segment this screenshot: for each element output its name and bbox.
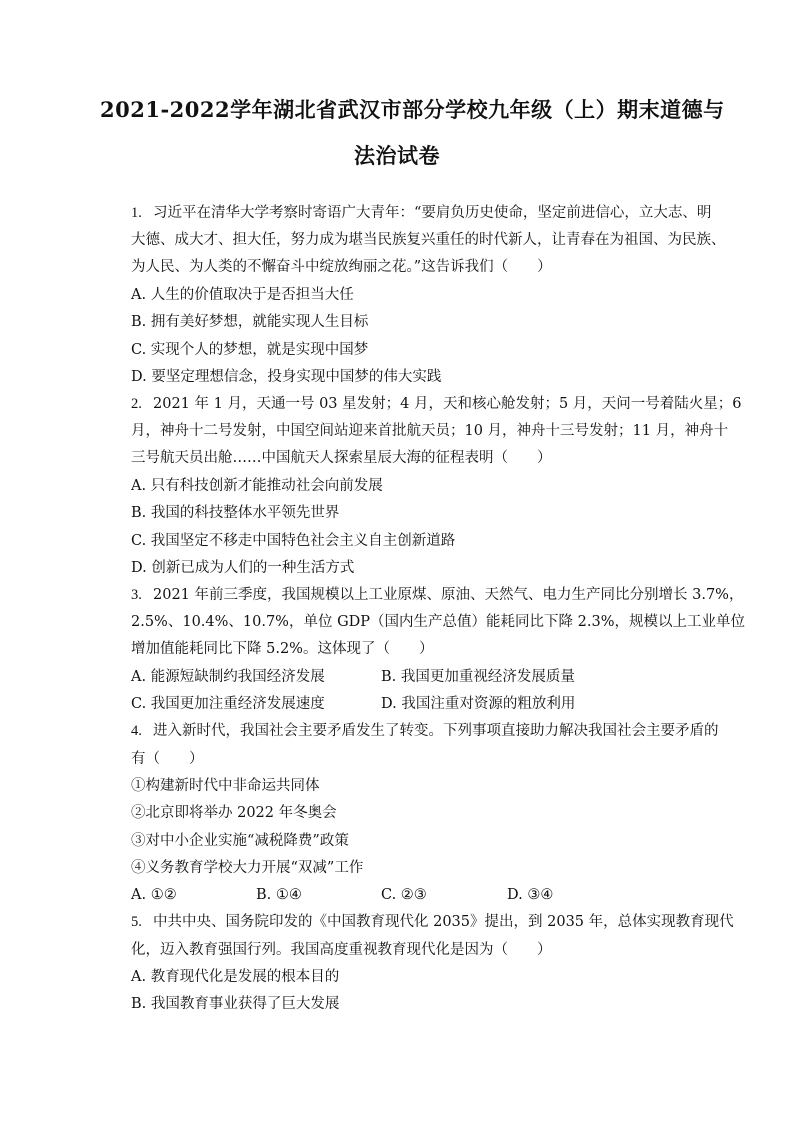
q1-number: 1. <box>131 205 142 221</box>
q1-option-b: B. 拥有美好梦想，就能实现人生目标 <box>131 314 369 330</box>
q3-number: 3. <box>131 587 142 603</box>
exam-title-line2: 法治试卷 <box>354 143 440 168</box>
exam-title-line1: 2021-2022学年湖北省武汉市部分学校九年级（上）期末道德与 <box>100 97 725 122</box>
q3-option-b: B. 我国更加重视经济发展质量 <box>381 669 575 685</box>
q1-stem-line3: 为人民、为人类的不懈奋斗中绽放绚丽之花。”这告诉我们（ ） <box>131 259 552 275</box>
q2-option-d: D. 创新已成为人们的一种生活方式 <box>131 560 355 576</box>
q4-statement-3: ③对中小企业实施“减税降费”政策 <box>131 833 349 849</box>
q1-stem-line1: 1. 习近平在清华大学考察时寄语广大青年：“要肩负历史使命，坚定前进信心，立大志、明 <box>131 205 712 221</box>
q5-option-a: A. 教育现代化是发展的根本目的 <box>131 969 340 985</box>
q4-stem-line1: 4. 进入新时代，我国社会主要矛盾发生了转变。下列事项直接助力解决我国社会主要矛盾的 <box>131 723 719 739</box>
q2-option-b: B. 我国的科技整体水平领先世界 <box>131 505 340 521</box>
q2-stem-line1: 2. 2021 年 1 月，天通一号 03 星发射；4 月，天和核心舱发射；5 月，天问一号着陆火星；6 <box>131 396 742 412</box>
q5-option-b: B. 我国教育事业获得了巨大发展 <box>131 996 340 1012</box>
q2-option-c: C. 我国坚定不移走中国特色社会主义自主创新道路 <box>131 533 456 549</box>
q4-option-b: B. ①④ <box>256 887 302 903</box>
q2-number: 2. <box>131 396 142 412</box>
q3-option-c: C. 我国更加注重经济发展速度 <box>131 696 325 712</box>
q2-stem-line2: 月，神舟十二号发射，中国空间站迎来首批航天员；10 月，神舟十三号发射；11 月，神舟十 <box>131 423 729 439</box>
q5-stem-line1: 5. 中共中央、国务院印发的《中国教育现代化 2035》提出，到 2035 年，总体实现教育现代 <box>131 914 734 930</box>
q3-stem-line1: 3. 2021 年前三季度，我国规模以上工业原煤、原油、天然气、电力生产同比分别增长 3.7%， <box>131 587 744 603</box>
q4-statement-2: ②北京即将举办 2022 年冬奥会 <box>131 805 337 821</box>
q4-number: 4. <box>131 723 142 739</box>
q2-option-a: A. 只有科技创新才能推动社会向前发展 <box>131 478 383 494</box>
q4-statement-4: ④义务教育学校大力开展“双减”工作 <box>131 860 364 876</box>
q1-option-d: D. 要坚定理想信念，投身实现中国梦的伟大实践 <box>131 369 442 385</box>
q3-option-a: A. 能源短缺制约我国经济发展 <box>131 669 325 685</box>
q3-stem-line3: 增加值能耗同比下降 5.2%。这体现了（ ） <box>131 641 434 657</box>
q4-statement-1: ①构建新时代中非命运共同体 <box>131 778 320 794</box>
q4-option-a: A. ①② <box>131 887 177 903</box>
q5-number: 5. <box>131 914 142 930</box>
q3-option-d: D. 我国注重对资源的粗放利用 <box>381 696 576 712</box>
q1-option-a: A. 人生的价值取决于是否担当大任 <box>131 287 354 303</box>
q2-stem-line3: 三号航天员出舱……中国航天人探索星辰大海的征程表明（ ） <box>131 450 552 466</box>
q3-stem-line2: 2.5%、10.4%、10.7%，单位 GDP（国内生产总值）能耗同比下降 2.3%，规模以上工业单位 <box>131 614 745 630</box>
q5-stem-line2: 化，迈入教育强国行列。我国高度重视教育现代化是因为（ ） <box>131 942 552 958</box>
q4-option-d: D. ③④ <box>507 887 554 903</box>
q1-stem-line2: 大德、成大才、担大任，努力成为堪当民族复兴重任的时代新人，让青春在为祖国、为民族、 <box>131 232 726 248</box>
q4-stem-line2: 有（ ） <box>131 751 204 767</box>
q4-option-c: C. ②③ <box>381 887 427 903</box>
q1-option-c: C. 实现个人的梦想，就是实现中国梦 <box>131 342 369 358</box>
